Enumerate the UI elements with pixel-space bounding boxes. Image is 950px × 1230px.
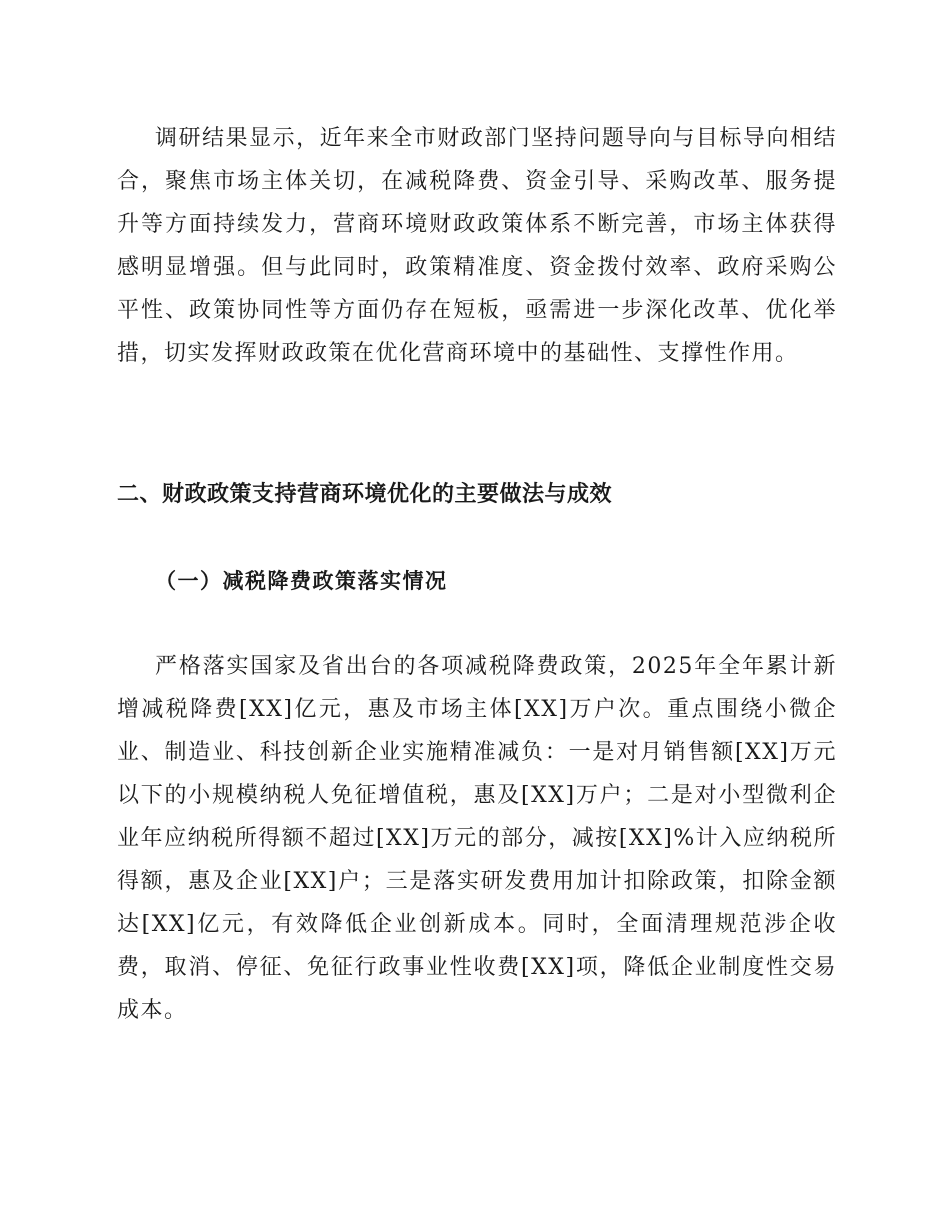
body-paragraph-survey-results: 调研结果显示，近年来全市财政部门坚持问题导向与目标导向相结合，聚焦市场主体关切，在减税降费、资金引导、采购改革、服务提升等方面持续发力，营商环境财政政策体系不断完善，市场主体获得感明显增强。但与此同时，政策精准度、资金拨付效率、政府采购公平性、政策协同性等方面仍存在短板，亟需进一步深化改革、优化举措，切实发挥财政政策在优化营商环境中的基础性、支撑性作用。 <box>117 126 837 366</box>
section-heading: 二、财政政策支持营商环境优化的主要做法与成效 <box>117 482 613 507</box>
body-paragraph-tax-relief: 严格落实国家及省出台的各项减税降费政策，2025年全年累计新增减税降费[XX]亿元，惠及市场主体[XX]万户次。重点围绕小微企业、制造业、科技创新企业实施精准减负：一是对月销售额[XX]万元以下的小规模纳税人免征增值税，惠及[XX]万户；二是对小型微利企业年应纳税所得额不超过[XX]万元的部分，减按[XX]%计入应纳税所得额，惠及企业[XX]户；三是落实研发费用加计扣除政策，扣除金额达[XX]亿元，有效降低企业创新成本。同时，全面清理规范涉企收费，取消、停征、免征行政事业性收费[XX]项，降低企业制度性交易成本。 <box>117 654 837 1023</box>
subsection-heading: （一）减税降费政策落实情况 <box>155 568 448 593</box>
